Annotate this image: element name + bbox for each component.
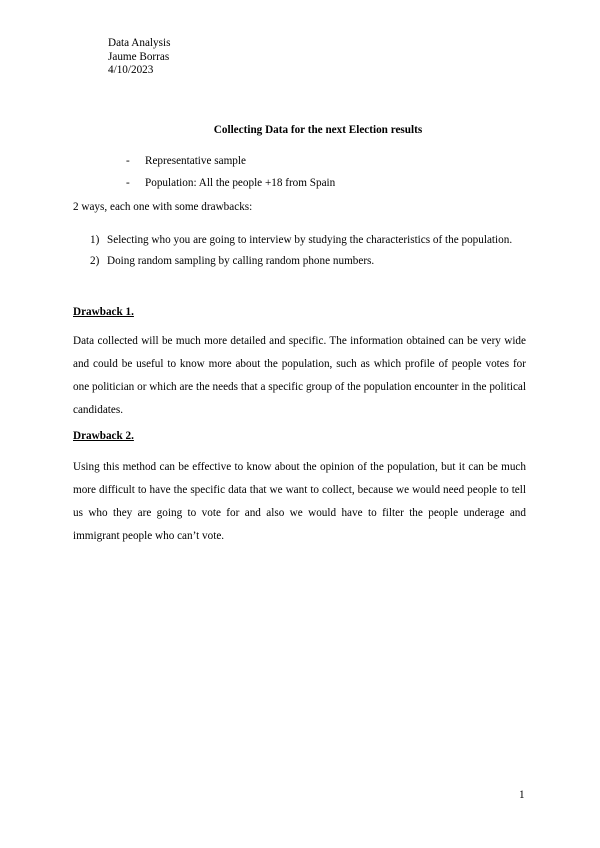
list-number: 1): [90, 234, 100, 246]
bullet-list: [126, 150, 335, 194]
bullet-marker: -: [126, 177, 130, 189]
section-heading-drawback-1: Drawback 1.: [73, 306, 134, 318]
bullet-marker: -: [126, 155, 130, 167]
author-name: Jaume Borras: [108, 50, 170, 63]
list-item: [92, 251, 525, 272]
section-paragraph-drawback-1: Data collected will be much more detailed and specific. The information obtained can be very wide and could be useful to know more about the population, such as which profile of people votes for one politician or which are the needs that a specific group of the population encounter in the political candidates.: [73, 335, 526, 416]
document-date: 4/10/2023: [108, 64, 154, 76]
list-number: 2): [90, 255, 100, 267]
document-header: [108, 37, 170, 78]
page-number: 1: [519, 789, 525, 801]
course-name: Data Analysis: [108, 37, 171, 49]
list-text: Selecting who you are going to interview by studying the characteristics of the population.: [107, 234, 513, 246]
list-text: Doing random sampling by calling random phone numbers.: [107, 255, 375, 267]
list-item: [126, 172, 335, 194]
bullet-text: Representative sample: [145, 155, 246, 167]
intro-text: 2 ways, each one with some drawbacks:: [73, 201, 253, 213]
list-item: [92, 230, 525, 251]
bullet-text: Population: All the people +18 from Spain: [145, 177, 336, 189]
document-title: Collecting Data for the next Election results: [213, 124, 423, 136]
section-paragraph-drawback-2: Using this method can be effective to know about the opinion of the population, but it can be much more difficult to have the specific data that we want to collect, because we would need people to tell us who they are going to vote for and also we would have to filter the people underage and immigrant people who can’t vote.: [73, 461, 526, 542]
section-heading-drawback-2: Drawback 2.: [73, 430, 134, 442]
numbered-list: [92, 230, 525, 272]
list-item: [126, 150, 335, 172]
